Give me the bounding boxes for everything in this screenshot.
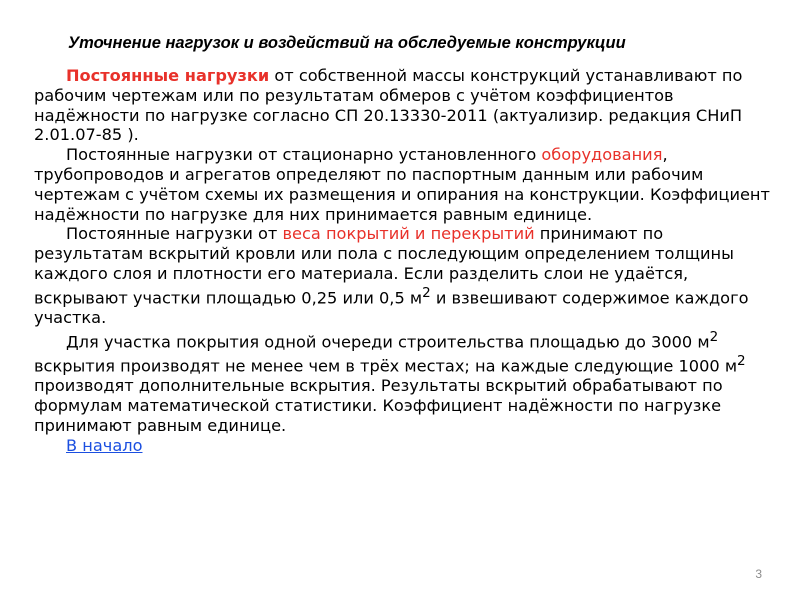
superscript-2: 2 [737, 352, 746, 369]
paragraph-openings [34, 328, 774, 436]
highlight-permanent-loads: Постоянные нагрузки [66, 66, 270, 85]
paragraph-3-text-before: Постоянные нагрузки от [66, 224, 283, 244]
slide-body [34, 66, 774, 455]
paragraph-3-text-after-2: и взвешивают содержимое каждого участка. [34, 288, 749, 327]
paragraph-roof-loads [34, 224, 774, 327]
highlight-roof-floor-weight: веса покрытий и перекрытий [282, 224, 535, 244]
superscript-2: 2 [422, 284, 431, 301]
link-line [34, 436, 774, 456]
paragraph-1-text: от собственной массы конструкций устанавливают по рабочим чертежам или по результатам обмеров с учётом коэффициентов надёжности по нагрузке согласно СП 20.13330-2011 (актуализир. редакция СНиП 2.01.07-85 ). [34, 66, 743, 145]
paragraph-4-text-3: производят дополнительные вскрытия. Результаты вскрытий обрабатывают по формулам математической статистики. Коэффициент надёжности по нагрузке принимают равным единице. [34, 376, 723, 435]
paragraph-3-text-after-1: принимают по результатам вскрытий кровли или пола с последующим определением толщины каждого слоя и плотности его материала. Если разделить слои не удаётся, вскрывают участки площадью 0,25 или 0,5 м [34, 224, 734, 308]
paragraph-equipment-loads [34, 145, 774, 224]
superscript-2: 2 [709, 328, 719, 345]
back-to-start-link[interactable]: В начало [66, 435, 143, 455]
highlight-equipment: оборудования [541, 145, 663, 165]
paragraph-4-text-1: Для участка покрытия одной очереди строительства площадью до 3000 м [66, 332, 710, 352]
paragraph-2-text-before: Постоянные нагрузки от стационарно установленного [66, 145, 542, 165]
paragraph-2-text-after: , трубопроводов и агрегатов определяют по паспортным данным или рабочим чертежам с учётом схемы их размещения и опирания на конструкции. Коэффициент надёжности по нагрузке для них принимается равным единице. [34, 145, 770, 224]
paragraph-permanent-loads [34, 66, 774, 145]
slide-title: Уточнение нагрузок и воздействий на обследуемые конструкции [68, 34, 626, 52]
paragraph-4-text-2: вскрытия производят не менее чем в трёх местах; на каждые следующие 1000 м [34, 356, 738, 376]
page-number: 3 [755, 567, 762, 581]
